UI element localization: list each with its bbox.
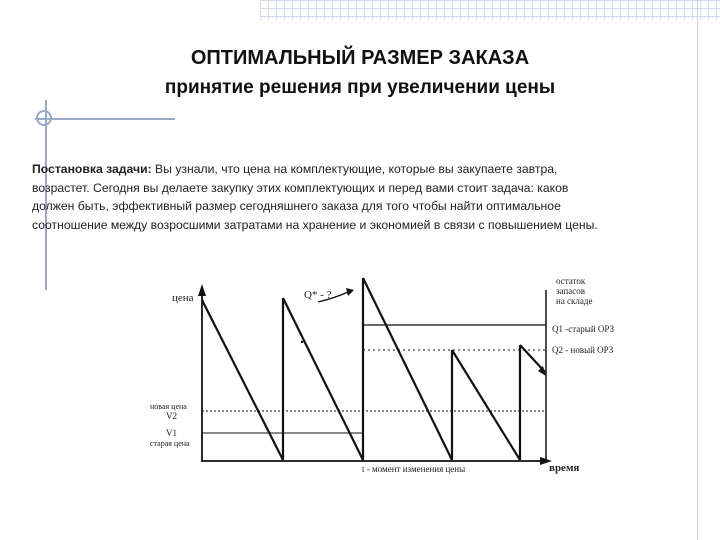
- saw-3-drop: [363, 278, 452, 460]
- q1-label: Q1 -старый ОРЗ: [552, 324, 615, 334]
- q-label: Q* - ?: [304, 289, 332, 301]
- new-price-label: новая цена: [150, 402, 187, 411]
- slide-subtitle: принятие решения при увеличении цены: [164, 77, 556, 98]
- right-label-2: запасов: [556, 286, 585, 296]
- new-price-v2: V2: [166, 411, 177, 421]
- small-dot: [301, 341, 303, 343]
- old-price-v1: V1: [166, 428, 177, 438]
- task-text: Вы узнали, что цена на комплектующие, которые вы закупаете завтра, возрастет. Сегодня вы делаете закупку этих комплектующих и перед вами стоит задача: каков должен быть, эффективный размер сегодняшнего заказа для того чтобы найти оптимальное соотношение между возросшими затратами на хранение и экономией в связи с повышением цены.: [32, 162, 598, 232]
- q-arrow-head: [346, 288, 354, 296]
- x-axis-label: время: [549, 462, 580, 474]
- y-axis-label: цена: [172, 292, 194, 304]
- right-label-1: остаток: [556, 276, 586, 286]
- slide-title: ОПТИМАЛЬНЫЙ РАЗМЕР ЗАКАЗА: [190, 47, 530, 69]
- q2-label: Q2 - новый ОРЗ: [552, 345, 614, 355]
- saw-2-drop: [283, 298, 363, 460]
- task-label: Постановка задачи:: [32, 162, 152, 176]
- saw-1-drop: [202, 300, 283, 460]
- old-price-label: старая цена: [150, 439, 190, 448]
- saw-4-drop: [452, 350, 520, 460]
- right-label-3: на складе: [556, 296, 593, 306]
- y-axis-arrow: [198, 284, 206, 296]
- t-label: t - момент изменения цены: [362, 464, 466, 474]
